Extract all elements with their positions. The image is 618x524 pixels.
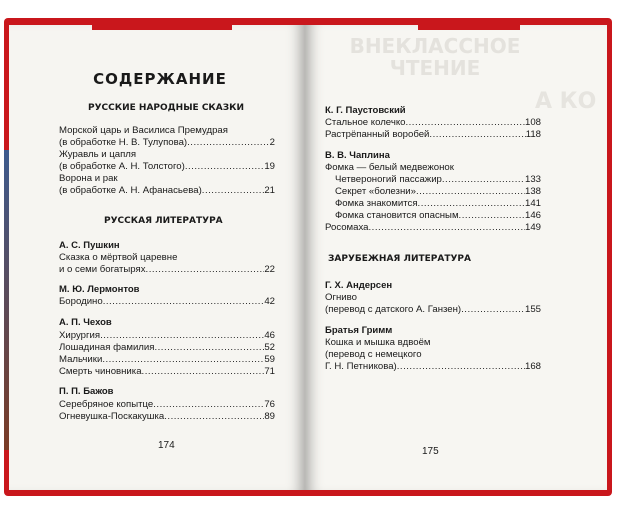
author-name: К. Г. Паустовский [325, 105, 406, 116]
toc-line[interactable] [59, 330, 275, 342]
author-name: В. В. Чаплина [325, 150, 390, 161]
toc-line-text: Растрёпанный воробей [325, 129, 430, 140]
toc-line-text: (перевод с датского А. Ганзен) [325, 304, 462, 315]
dot-leader [187, 137, 270, 149]
toc-line[interactable] [325, 361, 541, 373]
dot-leader [154, 342, 264, 354]
dot-leader [202, 185, 265, 197]
toc-line-text: Фомка — белый медвежонок [325, 162, 454, 173]
toc-line[interactable] [325, 162, 541, 174]
toc-line[interactable] [59, 252, 275, 264]
ghost-heading: ВНЕКЛАССНОЕ ЧТЕНИЕ [349, 34, 521, 80]
toc-line-text: Морской царь и Василиса Премудрая [59, 125, 228, 136]
toc-line[interactable] [325, 349, 541, 361]
toc-line[interactable] [335, 198, 541, 210]
ribbon-band [418, 25, 520, 30]
toc-line[interactable] [325, 129, 541, 141]
page-ref: 2 [269, 137, 275, 148]
toc-line[interactable] [59, 399, 275, 411]
dot-leader [153, 399, 264, 411]
dot-leader [100, 330, 264, 342]
dot-leader [459, 210, 525, 222]
toc-line-text: Ворона и рак [59, 173, 118, 184]
page-ref: 141 [524, 198, 541, 209]
toc-line-text: Лошадиная фамилия [59, 342, 155, 353]
toc-line-text: Журавль и цапля [59, 149, 137, 160]
page-ref: 22 [264, 264, 275, 275]
toc-line[interactable] [59, 185, 275, 197]
page-ref: 42 [264, 296, 275, 307]
toc-line[interactable] [325, 292, 541, 304]
toc-line-text: Росомаха [325, 222, 369, 233]
dot-leader [418, 198, 525, 210]
page-ref: 52 [264, 342, 275, 353]
toc-line[interactable] [59, 149, 275, 161]
dot-leader [146, 264, 265, 276]
toc-line[interactable] [59, 264, 275, 276]
dot-leader [142, 366, 265, 378]
toc-line-text: (перевод с немецкого [325, 349, 422, 360]
author-name: Братья Гримм [325, 325, 393, 336]
dot-leader [429, 129, 525, 141]
toc-line-text: Хирургия [59, 330, 101, 341]
ribbon-band [92, 25, 232, 30]
toc-title: СОДЕРЖАНИЕ [93, 70, 227, 88]
dot-leader [405, 117, 525, 129]
page-ref: 133 [524, 174, 541, 185]
dot-leader [397, 361, 525, 373]
toc-line[interactable] [59, 125, 275, 137]
page-ref: 118 [525, 129, 541, 140]
toc-line-text: Смерть чиновника [59, 366, 142, 377]
toc-line[interactable] [335, 174, 541, 186]
dot-leader [416, 186, 525, 198]
toc-line-text: Фомка становится опасным [335, 210, 459, 221]
toc-line-text: (в обработке Н. В. Тулупова) [59, 137, 188, 148]
page-ref: 168 [524, 361, 541, 372]
toc-line[interactable] [59, 342, 275, 354]
dot-leader [164, 411, 264, 423]
author-name: Г. Х. Андерсен [325, 280, 393, 291]
toc-line[interactable] [59, 411, 275, 423]
ghost-letters: А КО [535, 89, 597, 114]
section-heading-folk: РУССКИЕ НАРОДНЫЕ СКАЗКИ [88, 103, 245, 113]
section-heading-russian: РУССКАЯ ЛИТЕРАТУРА [104, 216, 223, 226]
author-name: А. П. Чехов [59, 317, 112, 328]
toc-line[interactable] [59, 296, 275, 308]
toc-line-text: Бородино [59, 296, 103, 307]
page-ref: 19 [264, 161, 275, 172]
toc-line[interactable] [59, 173, 275, 185]
page-number-left: 174 [158, 440, 175, 451]
page-ref: 146 [524, 210, 541, 221]
page-ref: 76 [264, 399, 275, 410]
toc-line-text: Огневушка-Поскакушка [59, 411, 165, 422]
toc-line[interactable] [59, 354, 275, 366]
page-ref: 71 [264, 366, 275, 377]
toc-line-text: (в обработке А. Н. Афанасьева) [59, 185, 202, 196]
toc-line[interactable] [325, 222, 541, 234]
author-name: М. Ю. Лермонтов [59, 284, 140, 295]
toc-line-text: Г. Н. Петникова) [325, 361, 397, 372]
toc-line-text: Стальное колечко [325, 117, 406, 128]
dot-leader [461, 304, 525, 316]
toc-line[interactable] [59, 161, 275, 173]
page-ref: 46 [264, 330, 275, 341]
page-ref: 108 [524, 117, 541, 128]
toc-line-text: Серебряное копытце [59, 399, 154, 410]
toc-line-text: Кошка и мышка вдвоём [325, 337, 431, 348]
toc-line-text: Мальчики [59, 354, 103, 365]
toc-line[interactable] [325, 337, 541, 349]
page-ref: 155 [524, 304, 541, 315]
toc-line-text: Сказка о мёртвой царевне [59, 252, 178, 263]
dot-leader [442, 174, 525, 186]
dot-leader [102, 354, 264, 366]
page-ref: 59 [264, 354, 275, 365]
page-ref: 89 [264, 411, 275, 422]
toc-line[interactable] [59, 137, 275, 149]
toc-line-text: (в обработке А. Н. Толстого) [59, 161, 185, 172]
toc-line-text: Фомка знакомится [335, 198, 418, 209]
page-number-right: 175 [422, 446, 439, 457]
page-ref: 138 [524, 186, 541, 197]
toc-line[interactable] [59, 366, 275, 378]
toc-line-text: Секрет «болезни» [335, 186, 416, 197]
dot-leader [185, 161, 264, 173]
author-name: А. С. Пушкин [59, 240, 120, 251]
dot-leader [369, 222, 525, 234]
toc-line[interactable] [335, 186, 541, 198]
toc-line-text: Четвероногий пассажир [335, 174, 442, 185]
toc-line[interactable] [335, 210, 541, 222]
toc-line-text: и о семи богатырях [59, 264, 146, 275]
toc-line[interactable] [325, 117, 541, 129]
page-ref: 149 [524, 222, 541, 233]
section-heading-foreign: ЗАРУБЕЖНАЯ ЛИТЕРАТУРА [328, 254, 471, 264]
dot-leader [103, 296, 265, 308]
toc-line-text: Огниво [325, 292, 357, 303]
toc-line[interactable] [325, 304, 541, 316]
author-name: П. П. Бажов [59, 386, 114, 397]
page-ref: 21 [264, 185, 275, 196]
